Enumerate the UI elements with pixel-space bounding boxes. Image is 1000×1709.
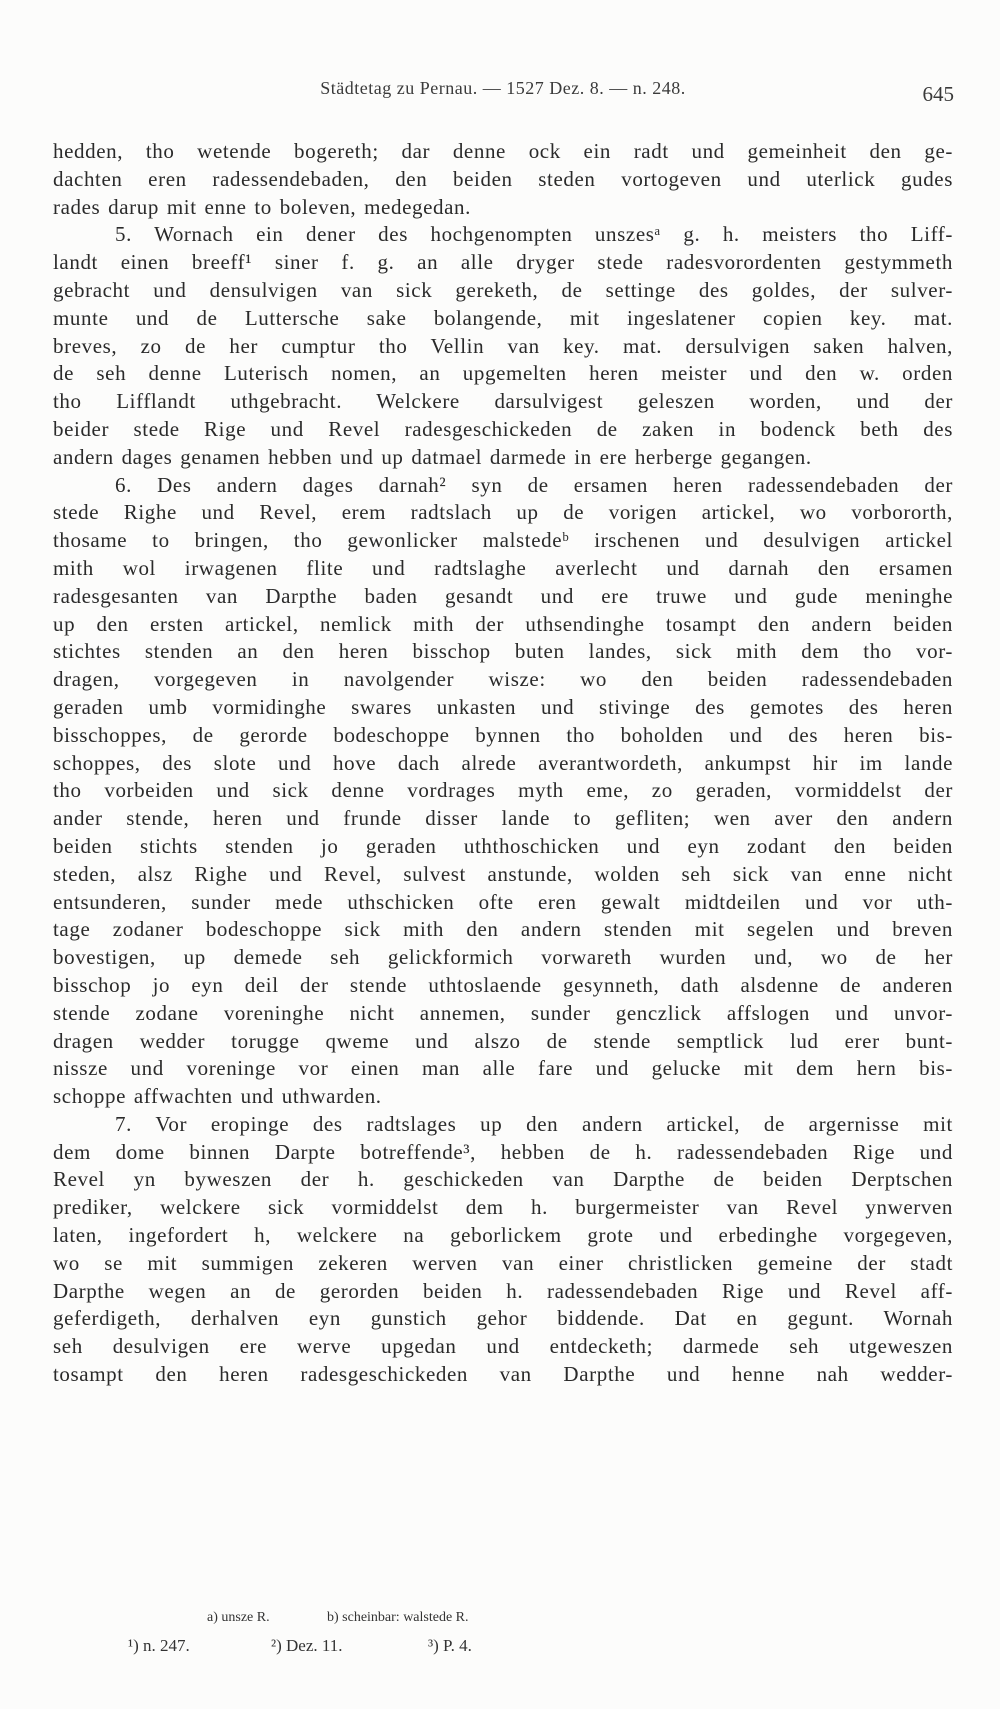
- text-line: entsunderen, sunder mede uthschicken ofte eren gewalt midtdeilen und vor uth-: [53, 889, 953, 914]
- text-line: stende zodane voreninghe nicht annemen, sunder genczlick affslogen und unvor-: [53, 1000, 953, 1025]
- text-line: landt einen breeff¹ siner f. g. an alle dryger stede radesvorordenten gestymmeth: [53, 250, 953, 275]
- text-line: beiden stichts stenden jo geraden uththoschicken und eyn zodant den beiden: [53, 833, 953, 858]
- text-line: hedden, tho wetende bogereth; dar denne ock ein radt und gemeinheit den ge-: [53, 139, 953, 163]
- text-line: prediker, welckere sick vormiddelst dem h. burgermeister van Revel ynwerven: [53, 1195, 953, 1220]
- page-header: [53, 78, 953, 108]
- text-line: tho vorbeiden und sick denne vordrages myth eme, zo geraden, vormiddelst der: [53, 778, 953, 803]
- text-line: dragen wedder torugge qweme und alszo de stende semptlick lud erer bunt-: [53, 1028, 953, 1053]
- text-line: ander stende, heren und frunde disser lande to gefliten; wen aver den andern: [53, 806, 953, 831]
- text-line: tage zodaner bodeschoppe sick mith den andern stenden mit segelen und breven: [53, 917, 953, 942]
- text-line: nissze und voreninge vor einen man alle fare und gelucke mit dem hern bis-: [53, 1056, 953, 1081]
- running-head: Städtetag zu Pernau. — 1527 Dez. 8. — n. 248.: [320, 78, 686, 98]
- textual-notes-row: [53, 1608, 953, 1636]
- text-line: bisschoppes, de gerorde bodeschoppe bynnen tho boholden und des heren bis-: [53, 722, 953, 747]
- text-line: dem dome binnen Darpte botreffende³, hebben de h. radessendebaden Rige und: [53, 1139, 953, 1164]
- footnote-1: ¹) n. 247.: [128, 1636, 190, 1655]
- text-line: de seh denne Luterisch nomen, an upgemelten heren meister und den w. orden: [53, 361, 953, 386]
- text-line: Revel yn byweszen der h. geschickeden van Darpthe de beiden Derptschen: [53, 1167, 953, 1192]
- text-line: radesgesanten van Darpthe baden gesandt und ere truwe und gude meninghe: [53, 583, 953, 608]
- text-line: geferdigeth, derhalven eyn gunstich gehor biddende. Dat en gegunt. Wornah: [53, 1306, 953, 1331]
- footnote-3: ³) P. 4.: [428, 1636, 472, 1655]
- footnote-2: ²) Dez. 11.: [271, 1636, 343, 1655]
- paragraph-6-start: 6. Des andern dages darnah² syn de ersamen heren radessendebaden der: [115, 472, 953, 497]
- text-line: munte und de Luttersche sake bolangende, mit ingeslatener copien key. mat.: [53, 305, 953, 330]
- text-line: stede Righe und Revel, erem radtslach up de vorigen artickel, wo vorbororth,: [53, 500, 953, 525]
- text-line: dragen, vorgegeven in navolgender wisze: wo den beiden radessendebaden: [53, 667, 953, 692]
- text-line: seh desulvigen ere werve upgedan und entdecketh; darmede seh utgeweszen: [53, 1334, 953, 1359]
- text-line: gebracht und densulvigen van sick gereketh, de settinge des goldes, der sulver-: [53, 277, 953, 302]
- text-line: bisschop jo eyn deil der stende uthtoslaende gesynneth, dath alsdenne de anderen: [53, 972, 953, 997]
- text-line: wo se mit summigen zekeren werven van einer christlicken gemeine der stadt: [53, 1250, 953, 1275]
- page-number: 645: [922, 82, 954, 106]
- text-line: andern dages genamen hebben und up datmael darmede in ere herberge gegangen.: [53, 444, 812, 469]
- text-line: Darpthe wegen an de gerorden beiden h. radessendebaden Rige und Revel aff-: [53, 1278, 953, 1303]
- text-line: laten, ingefordert h, welckere na geborlickem grote und erbedinghe vorgegeven,: [53, 1223, 953, 1248]
- text-line: up den ersten artickel, nemlick mith der uthsendinghe tosampt den andern beiden: [53, 611, 953, 636]
- paragraph-7-start: 7. Vor eropinge des radtslages up den andern artickel, de argernisse mit: [115, 1111, 953, 1136]
- paragraph-5-start: 5. Wornach ein dener des hochgenompten unszesᵃ g. h. meisters tho Liff-: [115, 222, 953, 247]
- footnotes: [53, 1608, 953, 1664]
- text-line: stichtes stenden an den heren bisschop buten landes, sick mith dem tho vor-: [53, 639, 953, 664]
- footnote-b: b) scheinbar: walstede R.: [327, 1610, 469, 1625]
- body-text: [53, 138, 953, 1389]
- text-line: thosame to bringen, tho gewonlicker malstedeᵇ irschenen und desulvigen artickel: [53, 528, 953, 553]
- text-line: rades darup mit enne to boleven, medegedan.: [53, 194, 471, 219]
- text-line: tho Lifflandt uthgebracht. Welckere darsulvigest geleszen worden, und der: [53, 389, 953, 414]
- text-line: breves, zo de her cumptur tho Vellin van key. mat. dersulvigen saken halven,: [53, 333, 953, 358]
- text-line: geraden umb vormidinghe swares unkasten und stivinge des gemotes des heren: [53, 694, 953, 719]
- text-line: beider stede Rige und Revel radesgeschickeden de zaken in bodenck beth des: [53, 416, 953, 441]
- footnote-a: a) unsze R.: [207, 1610, 270, 1625]
- text-line: bovestigen, up demede seh gelickformich vorwareth wurden und, wo de her: [53, 945, 953, 970]
- text-line: mith wol irwagenen flite und radtslaghe averlecht und darnah den ersamen: [53, 555, 953, 580]
- reference-notes-row: [53, 1636, 953, 1664]
- text-line: tosampt den heren radesgeschickeden van Darpthe und henne nah wedder-: [53, 1362, 953, 1387]
- text-line: schoppe affwachten und uthwarden.: [53, 1084, 382, 1109]
- text-line: dachten eren radessendebaden, den beiden steden vortogeven und uterlick gudes: [53, 166, 953, 191]
- text-line: steden, alsz Righe und Revel, sulvest anstunde, wolden seh sick van enne nicht: [53, 861, 953, 886]
- text-line: schoppes, des slote und hove dach alrede averantwordeth, ankumpst hir im lande: [53, 750, 953, 775]
